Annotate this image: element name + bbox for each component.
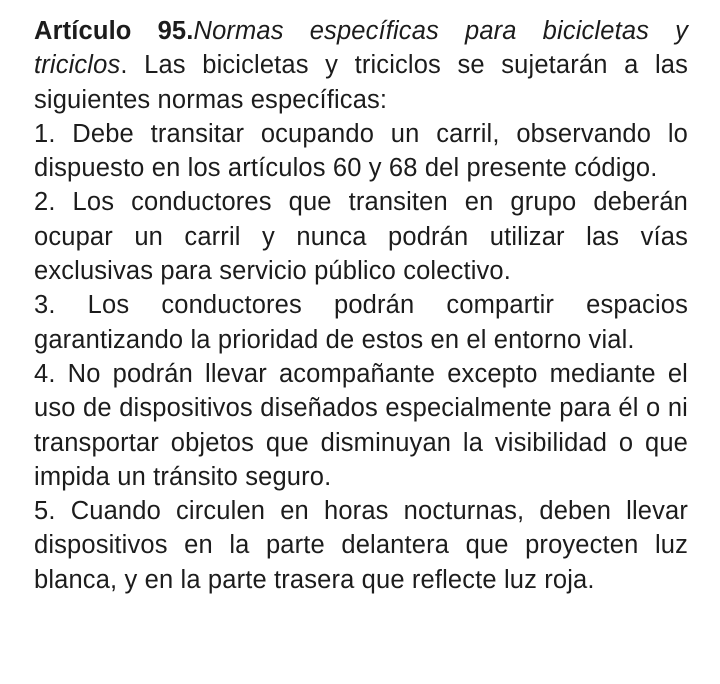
article-intro: . Las bicicletas y triciclos se sujetarán a las siguientes normas específicas:	[34, 51, 688, 114]
article-text-block	[34, 14, 688, 597]
article-title-line-2: triciclos	[34, 51, 121, 80]
rule-item-2: 2. Los conductores que transiten en grupo deberán ocupar un carril y nunca podrán utilizar las vías exclusivas para servicio público colectivo.	[34, 188, 688, 286]
article-heading-paragraph	[34, 14, 688, 117]
rule-item-1: 1. Debe transitar ocupando un carril, observando lo dispuesto en los artículos 60 y 68 del presente código.	[34, 119, 688, 183]
article-number: Artículo 95.	[34, 17, 194, 45]
rule-item-5: 5. Cuando circulen en horas nocturnas, deben llevar dispositivos en la parte delantera que proyecten luz blanca, y en la parte trasera que reflecte luz roja.	[34, 497, 688, 594]
article-title-line-1: Normas específicas para bicicletas y	[193, 17, 689, 45]
rule-item-4: 4. No podrán llevar acompañante excepto mediante el uso de dispositivos diseñados especialmente para él o ni transportar objetos que disminuyan la visibilidad o que impida un tránsito seguro.	[34, 359, 688, 491]
rule-item-3: 3. Los conductores podrán compartir espacios garantizando la prioridad de estos en el entorno vial.	[34, 291, 688, 354]
